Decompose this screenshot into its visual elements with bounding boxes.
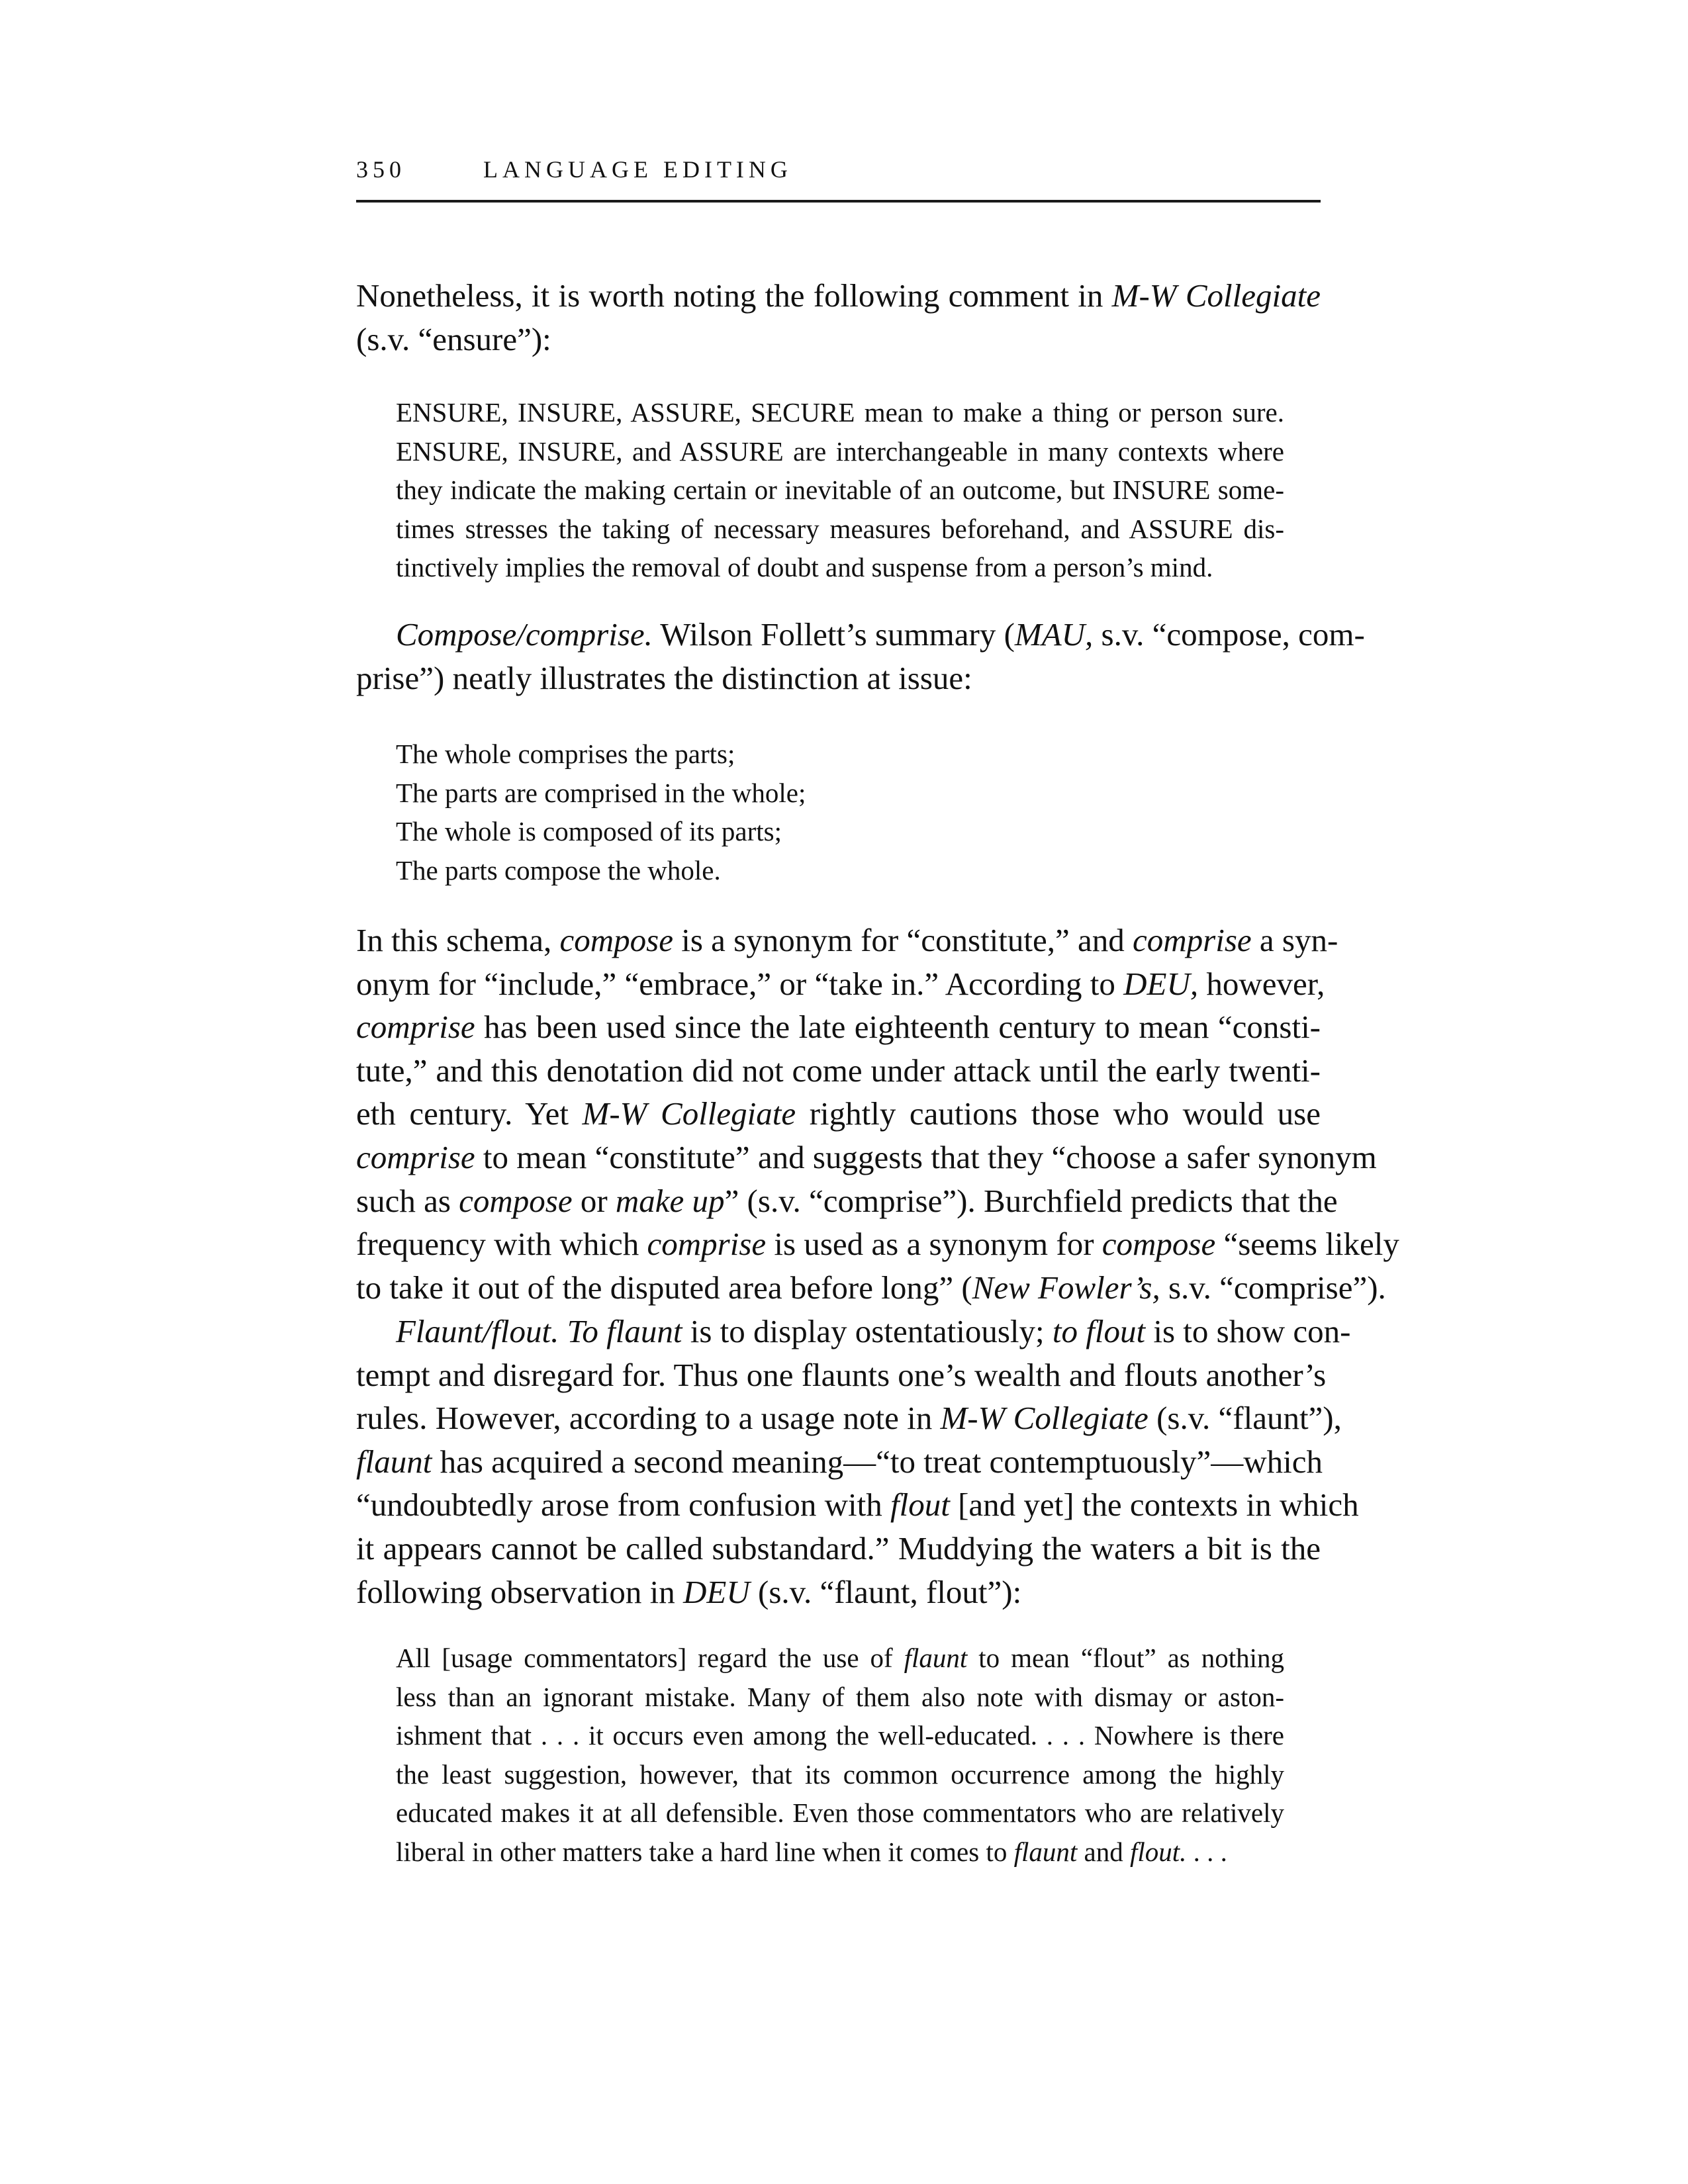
text-run: s.v. “compose, com- xyxy=(1093,616,1365,653)
schema-paragraph xyxy=(356,919,1399,1309)
text-run: (s.v. “flaunt”), xyxy=(1148,1400,1342,1437)
italic-run: M-W Collegiate xyxy=(1111,277,1321,314)
text-line xyxy=(396,1794,1284,1833)
italic-run: flaunt xyxy=(904,1643,968,1673)
text-run: (s.v. “ensure”): xyxy=(356,320,551,357)
text-run: frequency with which xyxy=(356,1226,647,1263)
text-line xyxy=(356,1136,1377,1179)
text-line xyxy=(356,318,1321,361)
italic-run: flaunt xyxy=(1013,1836,1078,1867)
schema-line: The whole comprises the parts; xyxy=(396,739,735,769)
schema-line: The parts are comprised in the whole; xyxy=(396,777,806,808)
running-head xyxy=(356,158,1321,181)
text-line xyxy=(356,657,1321,700)
text-run: tempt and disregard for. Thus one flaunts one’s wealth and flouts another’s xyxy=(356,1356,1327,1393)
text-run: “undoubtedly arose from confusion with xyxy=(356,1486,890,1524)
italic-run: flaunt xyxy=(356,1443,432,1480)
text-run: All [usage commentators] regard the use of xyxy=(396,1643,904,1673)
flaunt-flout-paragraph xyxy=(356,1310,1359,1614)
text-line xyxy=(396,1639,1284,1678)
text-run: rules. However, according to a usage note in xyxy=(356,1400,941,1437)
text-run: educated makes it at all defensible. Even those commentators who are relatively xyxy=(396,1797,1284,1828)
text-line xyxy=(356,1570,1321,1614)
text-run: to mean “constitute” and suggests that they “choose a safer synonym xyxy=(475,1138,1377,1175)
italic-run: M-W Collegiate xyxy=(940,1400,1149,1437)
text-run: a syn- xyxy=(1251,922,1338,958)
text-line xyxy=(356,1310,1351,1353)
schema-line: The whole is composed of its parts; xyxy=(396,816,782,846)
header-rule xyxy=(356,200,1321,203)
text-run: has acquired a second meaning—“to treat contemptuously”—which xyxy=(432,1443,1323,1480)
text-run: Nonetheless, it is worth noting the following comment in xyxy=(356,277,1112,314)
text-run: eth century. Yet xyxy=(356,1095,583,1132)
compose-paragraph xyxy=(356,613,1365,700)
text-line xyxy=(356,919,1338,962)
text-run: [and yet] the contexts in which xyxy=(949,1486,1359,1524)
text-line xyxy=(396,432,1284,471)
text-run: ishment that . . . it occurs even among the well-educated. . . . Nowhere is there xyxy=(396,1720,1284,1751)
italic-run: to flout xyxy=(1052,1313,1146,1349)
page-number: 350 xyxy=(356,156,406,183)
text-run: prise”) neatly illustrates the distinction at issue: xyxy=(356,659,972,696)
text-line xyxy=(356,1049,1321,1093)
text-run: s.v. “comprise”). xyxy=(1160,1269,1386,1306)
text-line xyxy=(356,1222,1399,1266)
italic-run: M-W Collegiate xyxy=(582,1095,796,1132)
text-line xyxy=(356,613,1365,657)
text-run: rightly cautions those who would use xyxy=(796,1095,1321,1132)
text-line xyxy=(356,1483,1359,1527)
italic-run: Flaunt/flout. To flaunt xyxy=(396,1313,682,1349)
text-run: to take it out of the disputed area before long” ( xyxy=(356,1269,972,1306)
follett-schema-extract xyxy=(396,735,1190,889)
text-run: . . . xyxy=(1186,1836,1227,1867)
text-run: the least suggestion, however, that its common occurrence among the highly xyxy=(396,1758,1284,1790)
text-run: is to display ostentatiously; xyxy=(682,1313,1053,1349)
italic-run: DEU xyxy=(683,1573,750,1610)
italic-run: comprise xyxy=(647,1226,767,1263)
text-line xyxy=(396,510,1284,549)
text-line xyxy=(356,1396,1342,1440)
text-run: or xyxy=(572,1182,616,1219)
running-title: LANGUAGE EDITING xyxy=(483,156,792,183)
text-line xyxy=(356,962,1325,1006)
text-run: to mean “flout” as nothing xyxy=(967,1643,1284,1673)
text-run: such as xyxy=(356,1182,459,1219)
text-line xyxy=(396,393,1284,432)
text-run: ” (s.v. “comprise”). Burchfield predicts that the xyxy=(724,1182,1338,1219)
text-line xyxy=(356,1353,1327,1397)
text-line xyxy=(356,1092,1321,1136)
text-line xyxy=(356,1440,1321,1484)
text-run: is used as a synonym for xyxy=(766,1226,1102,1263)
text-run: “seems likely xyxy=(1215,1226,1399,1263)
italic-run: compose xyxy=(559,922,673,958)
italic-run: make up xyxy=(615,1182,725,1219)
text-run: less than an ignorant mistake. Many of them also note with dismay or aston- xyxy=(396,1681,1284,1712)
text-run: ENSURE, INSURE, ASSURE, SECURE mean to make a thing or person sure. xyxy=(396,397,1284,428)
text-line xyxy=(356,1179,1338,1223)
text-line xyxy=(396,1755,1284,1794)
text-line xyxy=(356,1527,1321,1570)
italic-run: compose xyxy=(459,1182,573,1219)
text-run: and xyxy=(1077,1836,1130,1867)
text-line xyxy=(356,1005,1321,1049)
italic-run: comprise xyxy=(1133,922,1252,958)
italic-run: flout xyxy=(890,1486,950,1524)
schema-line: The parts compose the whole. xyxy=(396,854,721,886)
ensure-extract xyxy=(396,393,1284,587)
italic-run: compose xyxy=(1102,1226,1216,1263)
text-line xyxy=(396,1716,1284,1755)
italic-run: Compose/comprise. xyxy=(396,616,653,653)
text-run: ENSURE, INSURE, and ASSURE are interchangeable in many contexts where xyxy=(396,435,1284,467)
italic-run: comprise xyxy=(356,1009,475,1046)
italic-run: DEU, xyxy=(1123,965,1199,1002)
text-run: tinctively implies the removal of doubt and suspense from a person’s mind. xyxy=(396,552,1213,582)
text-run: following observation in xyxy=(356,1573,684,1610)
text-line xyxy=(396,471,1284,510)
text-run: tute,” and this denotation did not come under attack until the early twenti- xyxy=(356,1052,1321,1089)
text-line xyxy=(356,274,1321,318)
italic-run: MAU, xyxy=(1014,616,1094,653)
text-run: Wilson Follett’s summary ( xyxy=(652,616,1015,653)
text-run: is a synonym for “constitute,” and xyxy=(673,922,1133,958)
text-run: it appears cannot be called substandard.” Muddying the waters a bit is the xyxy=(356,1529,1321,1567)
text-line xyxy=(356,1266,1386,1310)
text-run: is to show con- xyxy=(1145,1313,1351,1349)
italic-run: comprise xyxy=(356,1138,475,1175)
text-line xyxy=(396,1833,1284,1872)
text-run: In this schema, xyxy=(356,922,560,958)
text-run: they indicate the making certain or inevitable of an outcome, but INSURE some- xyxy=(396,475,1284,505)
intro-paragraph xyxy=(356,274,1321,361)
text-run: has been used since the late eighteenth century to mean “consti- xyxy=(475,1009,1321,1046)
text-run: however, xyxy=(1198,965,1325,1002)
deu-extract xyxy=(396,1639,1284,1871)
italic-run: flout. xyxy=(1129,1836,1187,1867)
text-run: onym for “include,” “embrace,” or “take in.” According to xyxy=(356,965,1124,1002)
text-run: liberal in other matters take a hard line when it comes to xyxy=(396,1836,1014,1867)
italic-run: New Fowler’s, xyxy=(972,1269,1160,1306)
text-line xyxy=(396,548,1284,587)
text-run: (s.v. “flaunt, flout”): xyxy=(749,1573,1022,1610)
text-line xyxy=(396,1678,1284,1717)
text-run: times stresses the taking of necessary measures beforehand, and ASSURE dis- xyxy=(396,513,1284,544)
